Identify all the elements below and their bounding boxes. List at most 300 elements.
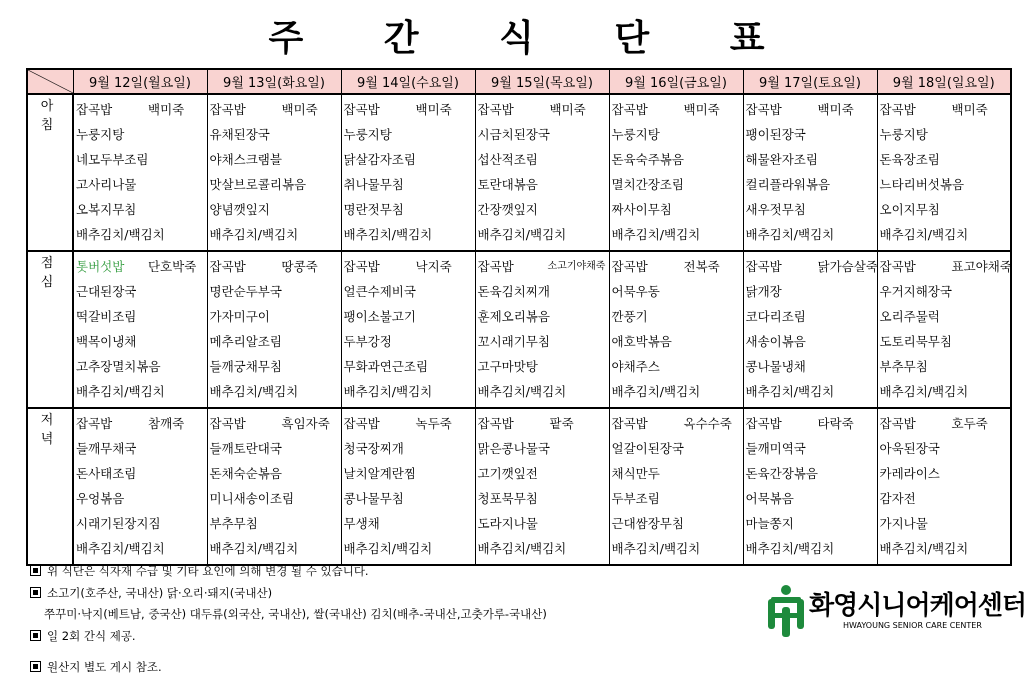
meal-label: 저 녁 xyxy=(27,408,73,565)
menu-item xyxy=(478,222,609,247)
menu-item xyxy=(478,97,609,122)
menu-item-text: 배추김치/백김치 xyxy=(611,384,701,399)
menu-item xyxy=(612,172,743,197)
menu-item xyxy=(612,147,743,172)
menu-item xyxy=(880,122,1011,147)
menu-item-text: 야채스크램블 xyxy=(209,152,282,167)
day-header: 9월 14일(수요일) xyxy=(341,69,475,94)
menu-item-text: 돈채숙순볶음 xyxy=(209,466,282,481)
menu-item xyxy=(880,304,1011,329)
menu-item-text: 잡곡밥 xyxy=(879,259,916,274)
menu-item xyxy=(612,279,743,304)
menu-item xyxy=(746,279,877,304)
menu-cell xyxy=(475,408,609,565)
menu-item-text: 도토리묵무침 xyxy=(879,334,952,349)
menu-item-text: 누룽지탕 xyxy=(76,127,125,142)
menu-item-text: 배추김치/백김치 xyxy=(477,384,567,399)
porridge-item-text: 백미죽 xyxy=(415,102,452,117)
menu-item-text: 들깨토란대국 xyxy=(209,441,282,456)
menu-cell xyxy=(207,251,341,408)
menu-item-text: 애호박볶음 xyxy=(611,334,672,349)
menu-item-text: 누룽지탕 xyxy=(879,127,928,142)
porridge-item-text: 닭가슴살죽 xyxy=(817,259,878,274)
menu-item-text: 잡곡밥 xyxy=(611,259,648,274)
menu-item-text: 유채된장국 xyxy=(209,127,270,142)
note-item: 위 식단은 식자재 수급 및 기타 요인에 의해 변경 될 수 있습니다. xyxy=(30,563,369,579)
menu-item xyxy=(344,379,475,404)
menu-item xyxy=(478,279,609,304)
menu-item xyxy=(76,354,207,379)
menu-item-text: 코다리조림 xyxy=(745,309,806,324)
menu-item-text: 배추김치/백김치 xyxy=(477,227,567,242)
menu-item-text: 짜사이무침 xyxy=(611,202,672,217)
menu-item-text: 배추김치/백김치 xyxy=(343,541,433,556)
menu-item xyxy=(344,222,475,247)
menu-item xyxy=(478,304,609,329)
menu-item xyxy=(880,279,1011,304)
porridge-item-text: 백미죽 xyxy=(549,102,586,117)
menu-item xyxy=(478,122,609,147)
porridge-item-text: 소고기야채죽 xyxy=(547,261,606,272)
menu-item xyxy=(880,97,1011,122)
menu-item-text: 가지나물 xyxy=(879,516,928,531)
menu-item xyxy=(880,536,1011,561)
menu-item xyxy=(746,222,877,247)
day-header-row xyxy=(27,69,1011,94)
menu-item xyxy=(210,486,341,511)
day-header: 9월 12일(월요일) xyxy=(73,69,207,94)
menu-item-text: 근대쌈장무침 xyxy=(611,516,684,531)
menu-item xyxy=(746,122,877,147)
menu-item xyxy=(880,486,1011,511)
menu-cell xyxy=(341,94,475,251)
menu-item-text: 들깨미역국 xyxy=(745,441,806,456)
menu-cell xyxy=(743,251,877,408)
menu-item-text: 부추무침 xyxy=(209,516,258,531)
menu-item-text: 돈사태조림 xyxy=(76,466,137,481)
menu-item-text: 청국장찌개 xyxy=(343,441,404,456)
menu-item-text: 고사리나물 xyxy=(76,177,137,192)
menu-item xyxy=(210,97,341,122)
menu-item-text: 배추김치/백김치 xyxy=(209,227,299,242)
menu-item xyxy=(344,197,475,222)
menu-item xyxy=(76,536,207,561)
menu-item-text: 돈육김치찌개 xyxy=(477,284,550,299)
menu-item-text: 도라지나물 xyxy=(477,516,538,531)
menu-item xyxy=(612,97,743,122)
menu-item xyxy=(478,197,609,222)
day-header: 9월 16일(금요일) xyxy=(609,69,743,94)
menu-item-text: 무화과연근조림 xyxy=(343,359,429,374)
menu-item-text: 잡곡밥 xyxy=(343,416,380,431)
menu-item-text: 돈육장조림 xyxy=(879,152,940,167)
menu-item-text: 새송이볶음 xyxy=(745,334,806,349)
menu-item xyxy=(880,354,1011,379)
meal-label: 아 침 xyxy=(27,94,73,251)
menu-item xyxy=(344,147,475,172)
menu-item xyxy=(746,379,877,404)
menu-item-text: 오리주물럭 xyxy=(879,309,940,324)
menu-item xyxy=(478,511,609,536)
menu-item-text: 콩나물무침 xyxy=(343,491,404,506)
menu-item-text: 컬리플라워볶음 xyxy=(745,177,831,192)
meal-row xyxy=(27,94,1011,251)
menu-item xyxy=(76,222,207,247)
menu-item xyxy=(478,411,609,436)
page-title: 주 간 식 단 표 xyxy=(268,18,799,59)
logo-emblem-icon xyxy=(765,583,807,639)
menu-item-text: 느타리버섯볶음 xyxy=(879,177,965,192)
menu-item xyxy=(746,329,877,354)
menu-item-text: 잡곡밥 xyxy=(209,102,246,117)
menu-item xyxy=(210,436,341,461)
meal-row xyxy=(27,408,1011,565)
porridge-item-text: 참깨죽 xyxy=(148,416,185,431)
menu-item xyxy=(478,254,609,279)
day-header: 9월 15일(목요일) xyxy=(475,69,609,94)
menu-item xyxy=(210,254,341,279)
porridge-item-text: 백미죽 xyxy=(148,102,185,117)
menu-item xyxy=(76,254,207,279)
menu-item xyxy=(210,354,341,379)
menu-item xyxy=(76,97,207,122)
menu-item xyxy=(344,436,475,461)
menu-item-text: 채식만두 xyxy=(611,466,660,481)
menu-item xyxy=(612,222,743,247)
menu-item-text: 배추김치/백김치 xyxy=(879,227,969,242)
menu-item-text: 배추김치/백김치 xyxy=(477,541,567,556)
menu-cell xyxy=(609,94,743,251)
menu-item xyxy=(210,411,341,436)
porridge-item-text: 낙지죽 xyxy=(415,259,452,274)
menu-item xyxy=(344,304,475,329)
menu-item-text: 멸치간장조림 xyxy=(611,177,684,192)
menu-item-text: 네모두부조림 xyxy=(76,152,149,167)
menu-item xyxy=(210,511,341,536)
menu-item xyxy=(880,461,1011,486)
menu-item xyxy=(210,222,341,247)
menu-item-text: 무생채 xyxy=(343,516,380,531)
menu-item-text: 고기깻잎전 xyxy=(477,466,538,481)
menu-item-text: 닭살감자조림 xyxy=(343,152,416,167)
menu-item-text: 어묵볶음 xyxy=(745,491,794,506)
menu-item xyxy=(880,222,1011,247)
menu-item-text: 잡곡밥 xyxy=(745,259,782,274)
menu-item-text: 새우젓무침 xyxy=(745,202,806,217)
day-header: 9월 17일(토요일) xyxy=(743,69,877,94)
menu-item xyxy=(880,329,1011,354)
menu-item xyxy=(76,122,207,147)
menu-item-text: 배추김치/백김치 xyxy=(76,541,165,556)
menu-item xyxy=(478,172,609,197)
menu-cell xyxy=(877,251,1011,408)
menu-item xyxy=(612,197,743,222)
porridge-item-text: 백미죽 xyxy=(281,102,318,117)
porridge-item-text: 타락죽 xyxy=(817,416,854,431)
menu-item-text: 맑은콩나물국 xyxy=(477,441,550,456)
menu-item xyxy=(880,511,1011,536)
menu-item xyxy=(76,486,207,511)
menu-item-text: 잡곡밥 xyxy=(477,259,514,274)
menu-item xyxy=(210,147,341,172)
menu-item-text: 아욱된장국 xyxy=(879,441,940,456)
menu-item-text: 배추김치/백김치 xyxy=(745,227,835,242)
menu-item xyxy=(746,97,877,122)
note-item: 원산지 별도 게시 참조. xyxy=(30,659,162,675)
menu-item-text: 잡곡밥 xyxy=(343,102,380,117)
menu-item xyxy=(612,379,743,404)
menu-cell xyxy=(73,94,207,251)
menu-item xyxy=(210,536,341,561)
menu-body xyxy=(27,94,1011,565)
menu-item-text: 야채주스 xyxy=(611,359,660,374)
menu-item xyxy=(210,172,341,197)
menu-item-text: 메추리알조림 xyxy=(209,334,282,349)
menu-item-text: 잡곡밥 xyxy=(209,259,246,274)
menu-item xyxy=(210,304,341,329)
logo-subtitle: HWAYOUNG SENIOR CARE CENTER xyxy=(843,621,982,630)
menu-item-text: 카레라이스 xyxy=(879,466,940,481)
menu-item-text: 어묵우동 xyxy=(611,284,660,299)
menu-item-text: 배추김치/백김치 xyxy=(209,541,299,556)
menu-item-text: 시래기된장지짐 xyxy=(76,516,161,531)
menu-item xyxy=(478,486,609,511)
menu-item xyxy=(746,354,877,379)
menu-item-text: 명란순두부국 xyxy=(209,284,282,299)
menu-item xyxy=(746,254,877,279)
menu-item xyxy=(344,411,475,436)
menu-cell xyxy=(341,408,475,565)
menu-cell xyxy=(207,94,341,251)
menu-item xyxy=(612,329,743,354)
menu-item xyxy=(746,511,877,536)
menu-item xyxy=(612,536,743,561)
menu-item xyxy=(478,379,609,404)
menu-item-text: 톳버섯밥 xyxy=(76,259,125,274)
menu-item xyxy=(880,411,1011,436)
menu-cell xyxy=(743,94,877,251)
menu-cell xyxy=(341,251,475,408)
menu-item xyxy=(344,511,475,536)
menu-item-text: 누룽지탕 xyxy=(343,127,392,142)
menu-item xyxy=(746,197,877,222)
menu-item xyxy=(880,379,1011,404)
menu-item xyxy=(612,436,743,461)
menu-item-text: 잡곡밥 xyxy=(745,416,782,431)
menu-item-text: 잡곡밥 xyxy=(209,416,246,431)
porridge-item-text: 단호박죽 xyxy=(148,259,197,274)
menu-item-text: 백목이냉채 xyxy=(76,334,137,349)
menu-item-text: 가자미구이 xyxy=(209,309,270,324)
menu-item-text: 해물완자조림 xyxy=(745,152,818,167)
menu-item xyxy=(76,197,207,222)
menu-item-text: 배추김치/백김치 xyxy=(343,384,433,399)
porridge-item-text: 땅콩죽 xyxy=(281,259,318,274)
menu-item xyxy=(344,536,475,561)
menu-cell xyxy=(609,251,743,408)
menu-item xyxy=(210,197,341,222)
menu-item xyxy=(880,436,1011,461)
menu-item-text: 우엉볶음 xyxy=(76,491,125,506)
menu-item-text: 배추김치/백김치 xyxy=(76,384,165,399)
menu-item xyxy=(612,411,743,436)
menu-item-text: 오이지무침 xyxy=(879,202,940,217)
menu-item-text: 깐풍기 xyxy=(611,309,648,324)
menu-item-text: 떡갈비조림 xyxy=(76,309,137,324)
menu-item xyxy=(344,354,475,379)
menu-cell xyxy=(73,251,207,408)
bullet-square-icon xyxy=(30,587,41,598)
menu-item xyxy=(612,486,743,511)
menu-item xyxy=(344,97,475,122)
menu-item-text: 잡곡밥 xyxy=(611,102,648,117)
menu-cell xyxy=(609,408,743,565)
menu-item-text: 우거지해장국 xyxy=(879,284,952,299)
menu-item xyxy=(612,304,743,329)
menu-item-text: 토란대볶음 xyxy=(477,177,538,192)
menu-cell xyxy=(475,251,609,408)
menu-item xyxy=(76,304,207,329)
note-item: 소고기(호주산, 국내산) 닭·오리·돼지(국내산) xyxy=(30,585,272,601)
menu-item-text: 취나물무침 xyxy=(343,177,404,192)
menu-cell xyxy=(743,408,877,565)
menu-item-text: 두부조림 xyxy=(611,491,660,506)
menu-item-text: 잡곡밥 xyxy=(611,416,648,431)
note-item-continued: 쭈꾸미·낙지(베트남, 중국산) 대두류(외국산, 국내산), 쌀(국내산) 김치(배추-국내산,고춧가루-국내산) xyxy=(44,607,547,621)
day-header: 9월 13일(화요일) xyxy=(207,69,341,94)
menu-item xyxy=(478,436,609,461)
menu-item xyxy=(76,147,207,172)
menu-item-text: 돈육숙주볶음 xyxy=(611,152,684,167)
menu-item xyxy=(746,486,877,511)
menu-item-text: 얼큰수제비국 xyxy=(343,284,416,299)
logo-name: 화영시니어케어센터 xyxy=(809,591,1027,621)
menu-item xyxy=(76,172,207,197)
menu-item-text: 들깨무채국 xyxy=(76,441,137,456)
porridge-item-text: 팥죽 xyxy=(549,416,574,431)
menu-item-text: 잡곡밥 xyxy=(879,102,916,117)
menu-item xyxy=(478,354,609,379)
menu-item-text: 훈제오리볶음 xyxy=(477,309,550,324)
menu-item-text: 맛살브로콜리볶음 xyxy=(209,177,307,192)
note-item: 일 2회 간식 제공. xyxy=(30,628,136,644)
menu-item-text: 잡곡밥 xyxy=(477,416,514,431)
menu-item-text: 날치알계란찜 xyxy=(343,466,416,481)
menu-item xyxy=(880,197,1011,222)
menu-item xyxy=(344,486,475,511)
menu-item-text: 배추김치/백김치 xyxy=(745,541,835,556)
corner-cell xyxy=(27,69,73,94)
menu-item xyxy=(880,147,1011,172)
bullet-square-icon xyxy=(30,661,41,672)
menu-item-text: 두부강정 xyxy=(343,334,392,349)
menu-cell xyxy=(207,408,341,565)
menu-item xyxy=(344,122,475,147)
menu-item-text: 콩나물냉채 xyxy=(745,359,806,374)
menu-item-text: 잡곡밥 xyxy=(477,102,514,117)
menu-item xyxy=(76,511,207,536)
menu-item xyxy=(746,536,877,561)
menu-item-text: 근대된장국 xyxy=(76,284,137,299)
menu-item xyxy=(478,329,609,354)
menu-item-text: 명란젓무침 xyxy=(343,202,404,217)
menu-item xyxy=(746,436,877,461)
menu-item xyxy=(478,461,609,486)
menu-item-text: 고추장멸치볶음 xyxy=(76,359,161,374)
porridge-item-text: 표고야채죽 xyxy=(951,259,1012,274)
menu-item-text: 고구마맛탕 xyxy=(477,359,538,374)
porridge-item-text: 전복죽 xyxy=(683,259,720,274)
menu-item-text: 양념깻잎지 xyxy=(209,202,270,217)
menu-item-text: 배추김치/백김치 xyxy=(879,384,969,399)
porridge-item-text: 흑임자죽 xyxy=(281,416,330,431)
menu-item xyxy=(210,122,341,147)
menu-item-text: 배추김치/백김치 xyxy=(745,384,835,399)
menu-item xyxy=(344,279,475,304)
menu-item xyxy=(210,461,341,486)
menu-item xyxy=(746,172,877,197)
menu-item-text: 배추김치/백김치 xyxy=(209,384,299,399)
menu-item-text: 얼갈이된장국 xyxy=(611,441,684,456)
menu-item-text: 섭산적조림 xyxy=(477,152,538,167)
menu-item xyxy=(478,536,609,561)
menu-item-text: 오복지무침 xyxy=(76,202,137,217)
menu-item-text: 부추무침 xyxy=(879,359,928,374)
menu-item xyxy=(746,411,877,436)
menu-item-text: 배추김치/백김치 xyxy=(343,227,433,242)
menu-item xyxy=(746,304,877,329)
menu-item-text: 팽이된장국 xyxy=(745,127,806,142)
menu-cell xyxy=(73,408,207,565)
porridge-item-text: 백미죽 xyxy=(817,102,854,117)
menu-item xyxy=(612,122,743,147)
menu-item-text: 잡곡밥 xyxy=(879,416,916,431)
porridge-item-text: 녹두죽 xyxy=(415,416,452,431)
menu-cell xyxy=(475,94,609,251)
menu-cell xyxy=(877,408,1011,565)
menu-item xyxy=(76,329,207,354)
menu-item xyxy=(344,329,475,354)
meal-row xyxy=(27,251,1011,408)
menu-item xyxy=(344,172,475,197)
menu-item-text: 마늘쫑지 xyxy=(745,516,794,531)
menu-item-text: 잡곡밥 xyxy=(745,102,782,117)
menu-item xyxy=(880,254,1011,279)
menu-item-text: 시금치된장국 xyxy=(477,127,550,142)
menu-item xyxy=(612,461,743,486)
menu-item xyxy=(880,172,1011,197)
menu-item-text: 배추김치/백김치 xyxy=(611,227,701,242)
menu-item-text: 팽이소불고기 xyxy=(343,309,416,324)
menu-item xyxy=(746,147,877,172)
menu-item xyxy=(210,379,341,404)
menu-item xyxy=(76,461,207,486)
menu-item-text: 배추김치/백김치 xyxy=(611,541,701,556)
menu-item xyxy=(478,147,609,172)
menu-item-text: 누룽지탕 xyxy=(611,127,660,142)
menu-item-text: 청포묵무침 xyxy=(477,491,538,506)
menu-item xyxy=(612,254,743,279)
menu-item-text: 들깨궁채무침 xyxy=(209,359,282,374)
menu-item-text: 미니새송이조림 xyxy=(209,491,295,506)
porridge-item-text: 호두죽 xyxy=(951,416,988,431)
menu-item xyxy=(76,436,207,461)
day-header: 9월 18일(일요일) xyxy=(877,69,1011,94)
menu-item-text: 잡곡밥 xyxy=(343,259,380,274)
menu-item xyxy=(612,511,743,536)
menu-item xyxy=(612,354,743,379)
menu-item xyxy=(746,461,877,486)
